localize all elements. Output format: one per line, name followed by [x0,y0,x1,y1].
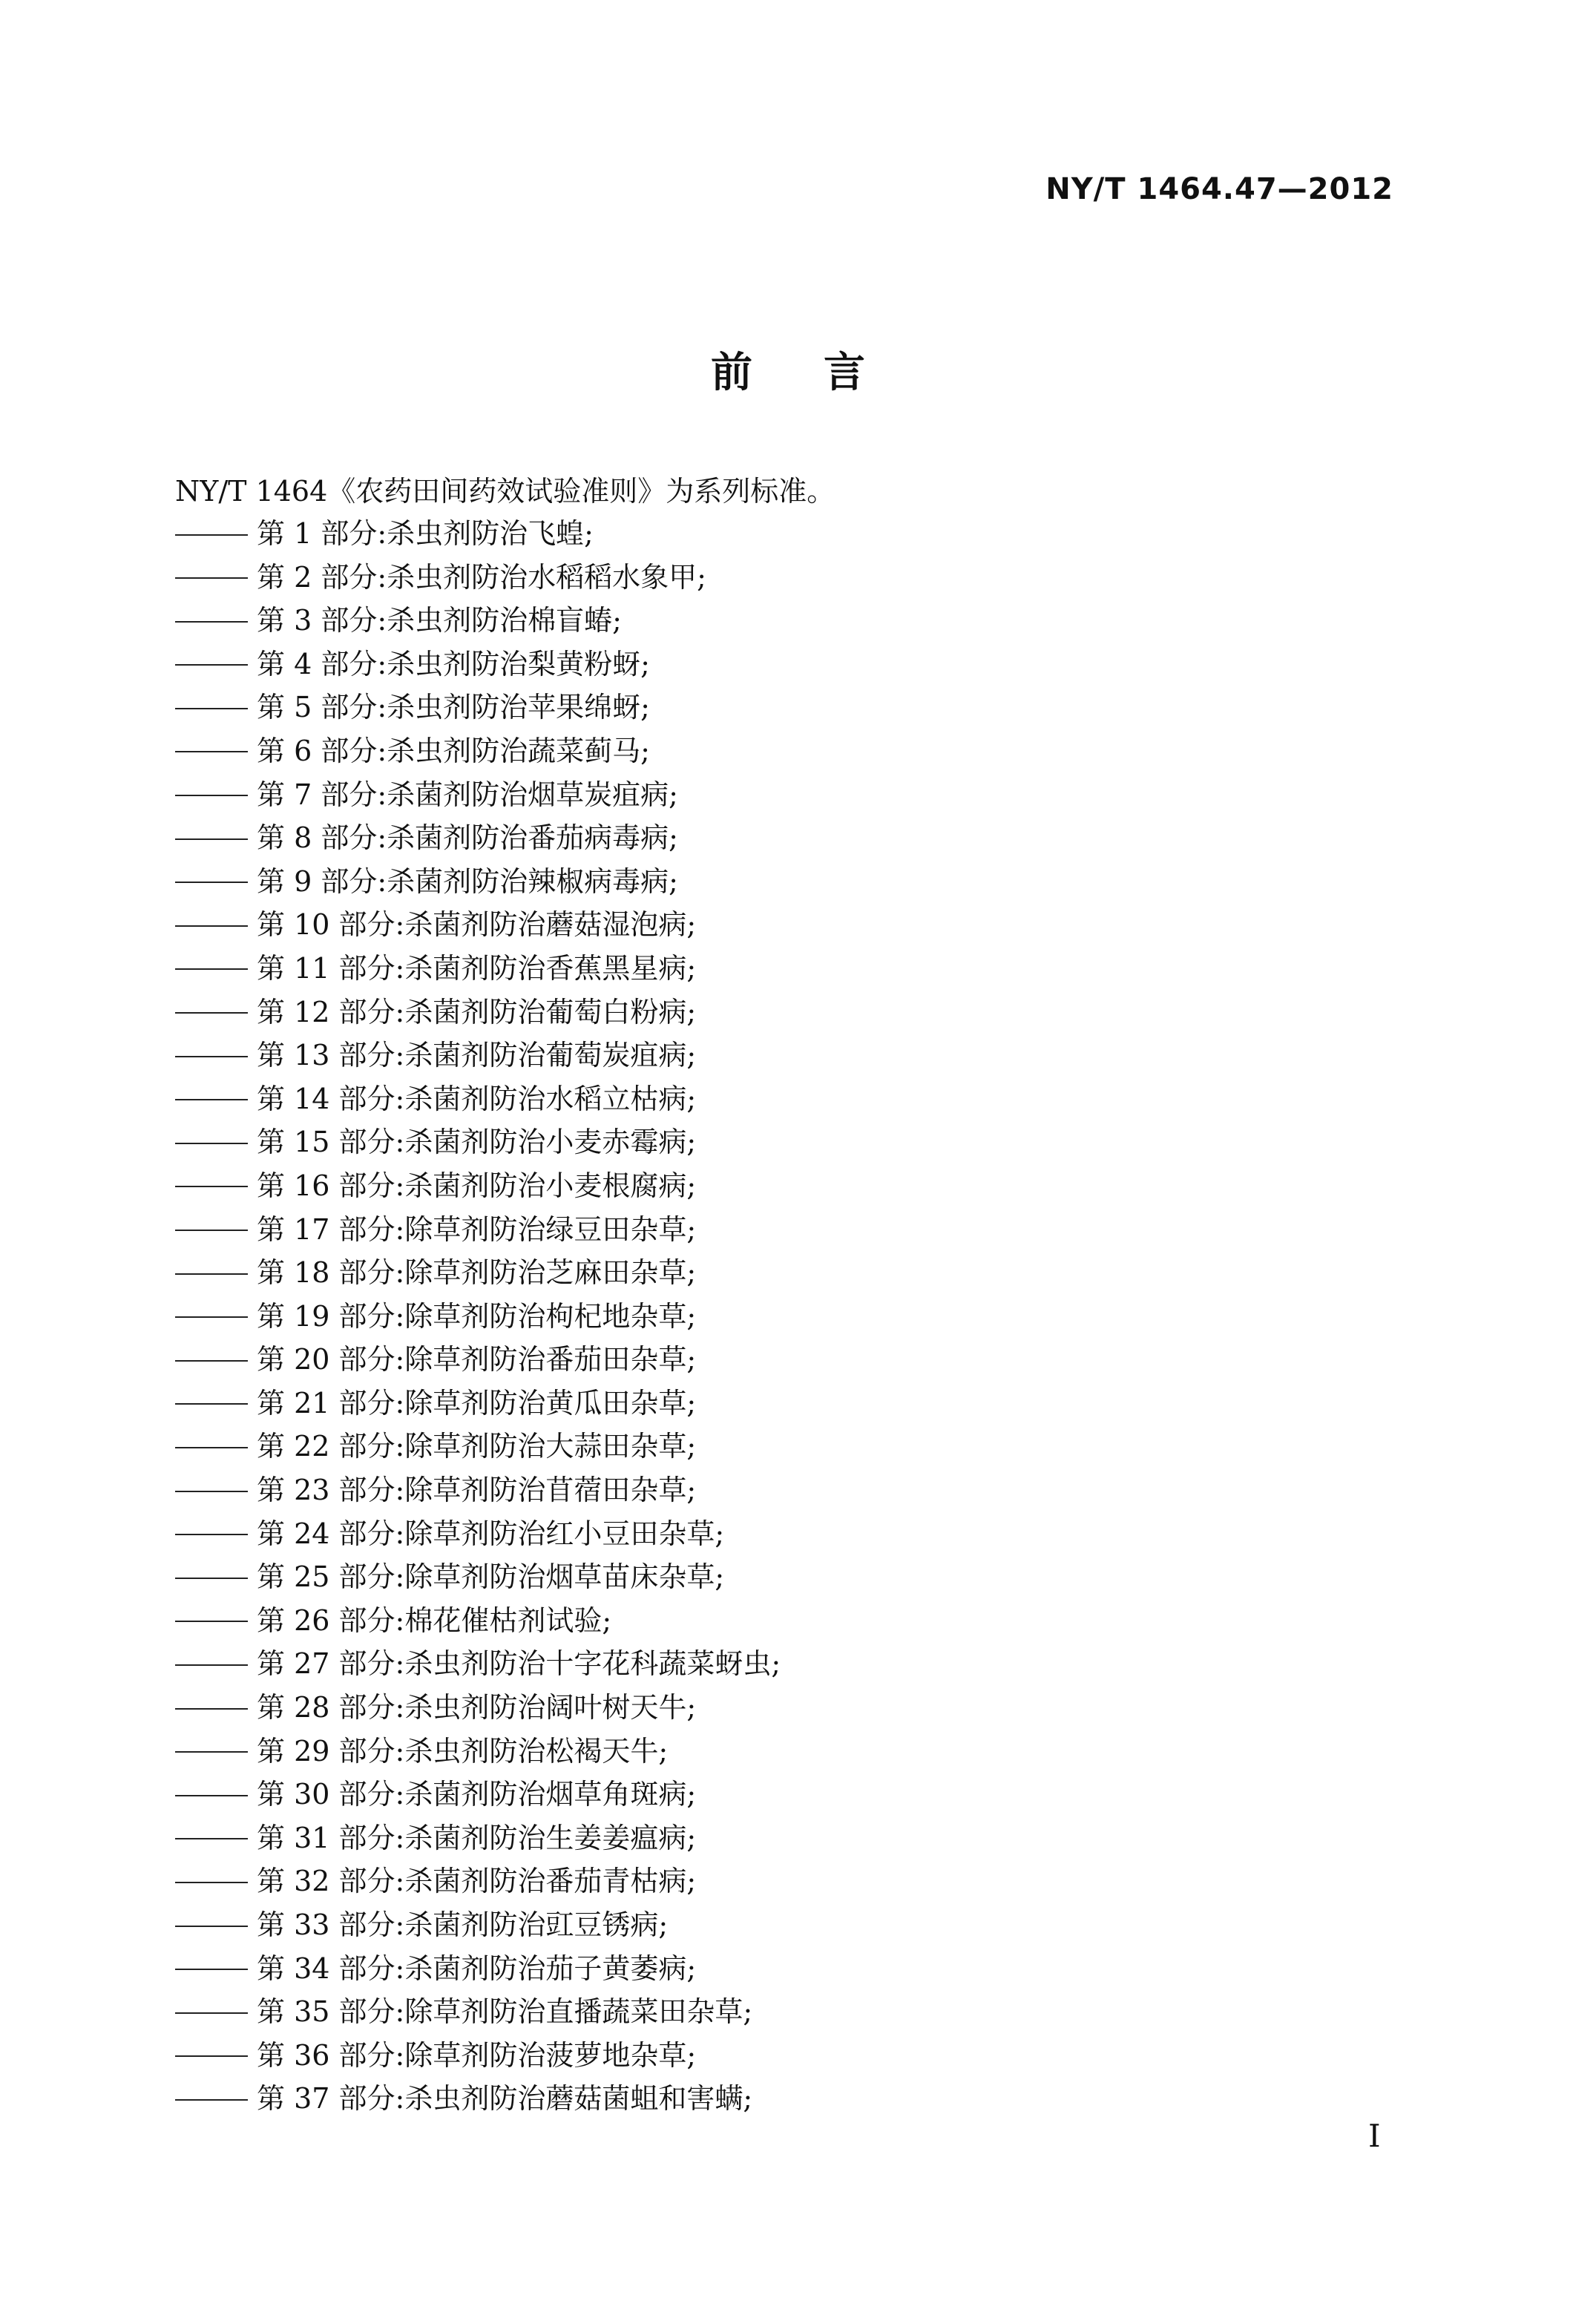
list-item [175,2034,781,2078]
list-item [175,2077,781,2121]
part-text: 第 19 部分:除草剂防治枸杞地杂草; [257,1299,697,1333]
list-item [175,1947,781,1991]
dash-marker [175,1882,248,1883]
list-item [175,1338,781,1382]
list-item [175,991,781,1034]
part-text: 第 36 部分:除草剂防治菠萝地杂草; [257,2038,697,2072]
list-item [175,556,781,600]
standard-number: NY/T 1464.47—2012 [1045,172,1393,206]
list-item [175,1555,781,1599]
part-text: 第 20 部分:除草剂防治番茄田杂草; [257,1343,697,1376]
dash-marker [175,838,248,840]
part-text: 第 8 部分:杀菌剂防治番茄病毒病; [257,821,678,855]
part-text: 第 10 部分:杀菌剂防治蘑菇湿泡病; [257,908,697,942]
dash-marker [175,664,248,666]
list-item [175,686,781,729]
dash-marker [175,1316,248,1318]
list-item [175,1686,781,1730]
dash-marker [175,2099,248,2101]
dash-marker [175,795,248,796]
list-item [175,1859,781,1903]
dash-marker [175,1926,248,1927]
dash-marker [175,1186,248,1187]
part-text: 第 37 部分:杀虫剂防治蘑菇菌蛆和害螨; [257,2082,753,2115]
list-item [175,1599,781,1643]
dash-marker [175,1360,248,1362]
part-text: 第 29 部分:杀虫剂防治松褐天牛; [257,1734,669,1767]
part-text: 第 16 部分:杀菌剂防治小麦根腐病; [257,1169,697,1202]
list-item [175,1990,781,2034]
dash-marker [175,882,248,883]
list-item [175,773,781,817]
part-text: 第 18 部分:除草剂防治芝麻田杂草; [257,1256,697,1290]
dash-marker [175,1708,248,1710]
list-item [175,512,781,556]
list-item [175,1730,781,1773]
dash-marker [175,1664,248,1666]
list-item [175,903,781,947]
list-item [175,1382,781,1425]
list-item [175,1773,781,1816]
part-text: 第 33 部分:杀菌剂防治豇豆锈病; [257,1908,669,1941]
dash-marker [175,1534,248,1535]
part-text: 第 11 部分:杀菌剂防治香蕉黑星病; [257,951,697,985]
part-text: 第 22 部分:除草剂防治大蒜田杂草; [257,1430,697,1463]
dash-marker [175,1099,248,1100]
part-text: 第 32 部分:杀菌剂防治番茄青枯病; [257,1865,697,1898]
dash-marker [175,1447,248,1448]
part-text: 第 15 部分:杀菌剂防治小麦赤霉病; [257,1126,697,1159]
list-item [175,816,781,860]
dash-marker [175,621,248,623]
dash-marker [175,708,248,709]
part-text: 第 35 部分:除草剂防治直播蔬菜田杂草; [257,1995,753,2029]
list-item [175,643,781,686]
part-text: 第 25 部分:除草剂防治烟草苗床杂草; [257,1560,725,1594]
dash-marker [175,1403,248,1405]
list-item [175,1208,781,1252]
dash-marker [175,577,248,579]
dash-marker [175,1621,248,1622]
part-text: 第 30 部分:杀菌剂防治烟草角斑病; [257,1778,697,1811]
dash-marker [175,534,248,536]
list-item [175,1164,781,1208]
list-item [175,860,781,904]
part-text: 第 13 部分:杀菌剂防治葡萄炭疽病; [257,1039,697,1072]
list-item [175,1077,781,1121]
part-text: 第 12 部分:杀菌剂防治葡萄白粉病; [257,995,697,1028]
list-item [175,947,781,991]
dash-marker [175,1795,248,1796]
part-text: 第 9 部分:杀菌剂防治辣椒病毒病; [257,864,678,898]
part-text: 第 3 部分:杀虫剂防治棉盲蝽; [257,604,622,637]
part-text: 第 28 部分:杀虫剂防治阔叶树天牛; [257,1691,697,1724]
list-item [175,1034,781,1077]
part-text: 第 27 部分:杀虫剂防治十字花科蔬菜蚜虫; [257,1647,781,1681]
parts-list [175,512,781,2121]
dash-marker [175,968,248,970]
list-item [175,1642,781,1686]
list-item [175,1120,781,1164]
list-item [175,1295,781,1339]
list-item [175,599,781,643]
part-text: 第 6 部分:杀虫剂防治蔬菜蓟马; [257,734,650,767]
dash-marker [175,925,248,927]
page-title: 前言 [711,349,936,397]
part-text: 第 5 部分:杀虫剂防治苹果绵蚜; [257,691,650,724]
part-text: 第 21 部分:除草剂防治黄瓜田杂草; [257,1386,697,1419]
dash-marker [175,1578,248,1579]
list-item [175,1425,781,1468]
list-item [175,1512,781,1556]
part-text: 第 17 部分:除草剂防治绿豆田杂草; [257,1212,697,1246]
list-item [175,1251,781,1295]
dash-marker [175,751,248,752]
dash-marker [175,1838,248,1839]
part-text: 第 26 部分:棉花催枯剂试验; [257,1604,612,1637]
part-text: 第 4 部分:杀虫剂防治梨黄粉蚜; [257,647,650,680]
dash-marker [175,1230,248,1231]
list-item [175,729,781,773]
dash-marker [175,1751,248,1753]
part-text: 第 23 部分:除草剂防治苜蓿田杂草; [257,1474,697,1507]
part-text: 第 14 部分:杀菌剂防治水稻立枯病; [257,1082,697,1115]
list-item [175,1903,781,1947]
intro-paragraph: NY/T 1464《农药田间药效试验准则》为系列标准。 [175,475,835,508]
part-text: 第 34 部分:杀菌剂防治茄子黄萎病; [257,1952,697,1985]
page-number: I [1368,2118,1381,2154]
dash-marker [175,1969,248,1970]
list-item [175,1816,781,1860]
dash-marker [175,1056,248,1057]
dash-marker [175,1273,248,1275]
dash-marker [175,1143,248,1144]
list-item [175,1468,781,1512]
part-text: 第 24 部分:除草剂防治红小豆田杂草; [257,1517,725,1550]
part-text: 第 2 部分:杀虫剂防治水稻稻水象甲; [257,560,706,594]
part-text: 第 31 部分:杀菌剂防治生姜姜瘟病; [257,1821,697,1854]
dash-marker [175,2055,248,2057]
part-text: 第 7 部分:杀菌剂防治烟草炭疽病; [257,778,678,811]
part-text: 第 1 部分:杀虫剂防治飞蝗; [257,517,594,550]
dash-marker [175,1012,248,1014]
dash-marker [175,1491,248,1492]
dash-marker [175,2012,248,2014]
